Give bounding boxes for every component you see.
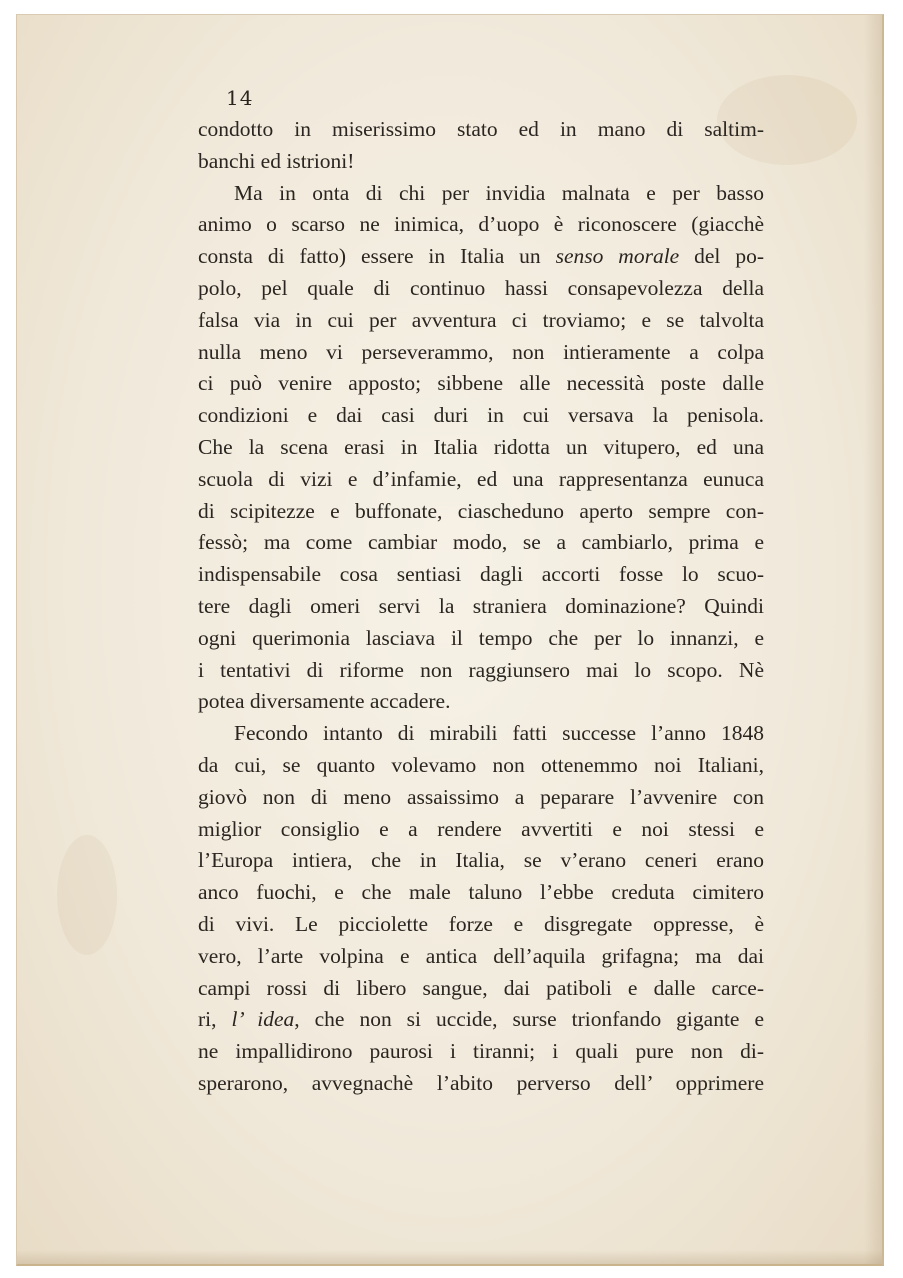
italic-text-run: senso morale	[555, 244, 680, 269]
text-line: i tentativi di riforme non raggiunsero mai lo scopo. Nè	[198, 657, 764, 682]
text-line: Ma in onta di chi per invidia malnata e per basso	[234, 180, 764, 205]
text-line: anco fuochi, e che male taluno l’ebbe creduta cimitero	[198, 880, 764, 905]
text-line: giovò non di meno assaissimo a peparare l’avvenire con	[198, 784, 764, 809]
text-line: vero, l’arte volpina e antica dell’aquila grifagna; ma dai	[198, 943, 764, 968]
text-line: da cui, se quanto volevamo non ottenemmo noi Italiani,	[198, 752, 764, 777]
text-line	[198, 1004, 764, 1036]
text-run: , che non si uccide, surse trionfando gigante e	[294, 1007, 764, 1032]
text-line: ne impallidirono paurosi i tiranni; i quali pure non di-	[198, 1039, 764, 1064]
text-line: falsa via in cui per avventura ci troviamo; e se talvolta	[198, 307, 764, 332]
text-line: Fecondo intanto di mirabili fatti successe l’anno 1848	[234, 721, 764, 746]
text-line: campi rossi di libero sangue, dai patiboli e dalle carce-	[198, 975, 764, 1000]
page-edge-shadow-bottom	[17, 1250, 882, 1264]
text-line: animo o scarso ne inimica, d’uopo è riconoscere (giacchè	[198, 212, 764, 237]
text-line: nulla meno vi perseverammo, non intieramente a colpa	[198, 339, 764, 364]
text-line: polo, pel quale di continuo hassi consapevolezza della	[198, 275, 764, 300]
text-line: Che la scena erasi in Italia ridotta un vitupero, ed una	[198, 434, 764, 459]
text-line: di vivi. Le picciolette forze e disgregate oppresse, è	[198, 911, 764, 936]
page-number: 14	[226, 86, 254, 110]
body-text	[198, 114, 764, 1100]
text-run: ri,	[198, 1007, 232, 1032]
text-line: ci può venire apposto; sibbene alle necessità poste dalle	[198, 371, 764, 396]
text-line: ogni querimonia lasciava il tempo che per lo innanzi, e	[198, 625, 764, 650]
text-run: del po-	[679, 244, 764, 269]
text-line: sperarono, avvegnachè l’abito perverso dell’ opprimere	[198, 1070, 764, 1095]
text-line: potea diversamente accadere.	[198, 689, 451, 714]
text-line: condotto in miserissimo stato ed in mano di saltim-	[198, 117, 764, 141]
text-line: scuola di vizi e d’infamie, ed una rappresentanza eunuca	[198, 466, 764, 491]
paper-stain	[57, 835, 117, 955]
text-run: consta di fatto) essere in Italia un	[198, 244, 556, 269]
text-line: condizioni e dai casi duri in cui versava la penisola.	[198, 403, 764, 428]
text-line: l’Europa intiera, che in Italia, se v’erano ceneri erano	[198, 848, 764, 873]
text-line: tere dagli omeri servi la straniera dominazione? Quindi	[198, 593, 764, 618]
text-line	[198, 241, 764, 273]
page-edge-shadow-right	[864, 15, 882, 1264]
text-line: fessò; ma come cambiar modo, se a cambiarlo, prima e	[198, 530, 764, 555]
text-line: indispensabile cosa sentiasi dagli accorti fosse lo scuo-	[198, 562, 764, 587]
italic-text-run: l’ idea	[231, 1007, 295, 1032]
text-line: banchi ed istrioni!	[198, 148, 355, 173]
text-line: di scipitezze e buffonate, ciascheduno aperto sempre con-	[198, 498, 764, 523]
text-line: miglior consiglio e a rendere avvertiti e noi stessi e	[198, 816, 764, 841]
